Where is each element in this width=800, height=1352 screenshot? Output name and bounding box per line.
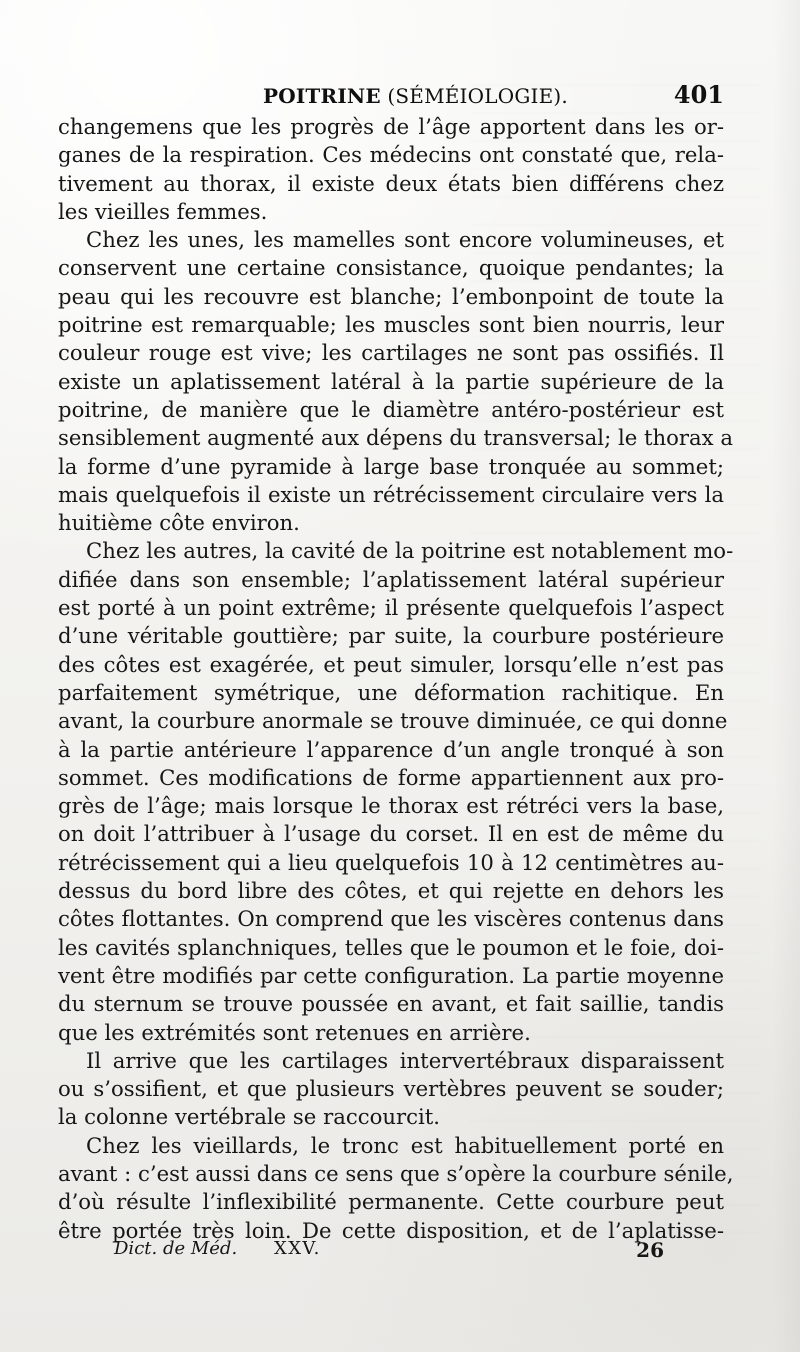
- page-footer: [114, 1238, 664, 1268]
- text-line: Chez les unes, les mamelles sont encore volumineuses, et: [86, 227, 724, 253]
- paragraph-1: [58, 113, 724, 226]
- text-line: d’où résulte l’inflexibilité permanente. Cette courbure peut: [58, 1189, 724, 1215]
- text-line: des côtes est exagérée, et peut simuler, lorsqu’elle n’est pas: [58, 651, 724, 677]
- text-line: que les extrémités sont retenues en arrière.: [58, 1019, 531, 1045]
- text-line: être portée très loin. De cette disposition, et de l’aplatisse-: [58, 1217, 724, 1243]
- text-line: vent être modifiés par cette configuration. La partie moyenne: [58, 962, 724, 988]
- text-line: les vieilles femmes.: [58, 198, 268, 224]
- title-sub: (SÉMÉIOLOGIE).: [387, 84, 568, 108]
- text-line: sommet. Ces modifications de forme appartiennent aux pro-: [58, 764, 724, 790]
- text-line: sensiblement augmenté aux dépens du transversal; le thorax a: [58, 425, 733, 451]
- body-text: [58, 113, 734, 1243]
- text-line: est porté à un point extrême; il présente quelquefois l’aspect: [58, 595, 724, 621]
- running-title: [263, 84, 568, 108]
- text-line: poitrine, de manière que le diamètre antéro-postérieur est: [58, 396, 724, 422]
- text-line: existe un aplatissement latéral à la partie supérieure de la: [58, 368, 724, 394]
- paragraph-3: [58, 537, 734, 1046]
- text-line: conservent une certaine consistance, quoique pendantes; la: [58, 255, 724, 281]
- page-edge-shadow: [772, 0, 800, 1352]
- paragraph-2: [58, 226, 733, 537]
- text-line: Chez les autres, la cavité de la poitrine est notablement mo-: [86, 538, 734, 564]
- text-line: mais quelquefois il existe un rétrécissement circulaire vers la: [58, 481, 724, 507]
- text-line: à la partie antérieure l’apparence d’un angle tronqué à son: [58, 736, 724, 762]
- title-main: POITRINE: [263, 84, 381, 108]
- text-line: la forme d’une pyramide à large base tronquée au sommet;: [58, 453, 724, 479]
- footer-volume: XXV.: [274, 1238, 321, 1259]
- text-line: changemens que les progrès de l’âge apportent dans les or-: [58, 114, 724, 139]
- text-line: Chez les vieillards, le tronc est habituellement porté en: [86, 1132, 724, 1158]
- paragraph-4: [58, 1047, 724, 1132]
- text-line: du sternum se trouve poussée en avant, et fait saillie, tandis: [58, 991, 724, 1017]
- text-line: côtes flottantes. On comprend que les viscères contenus dans: [58, 906, 724, 932]
- text-line: grès de l’âge; mais lorsque le thorax est rétréci vers la base,: [58, 793, 724, 819]
- running-header: [58, 80, 724, 112]
- text-line: on doit l’attribuer à l’usage du corset. Il en est de même du: [58, 821, 724, 847]
- paragraph-5: [58, 1132, 734, 1245]
- text-line: huitième côte environ.: [58, 510, 300, 536]
- text-line: la colonne vertébrale se raccourcit.: [58, 1104, 440, 1130]
- text-line: parfaitement symétrique, une déformation rachitique. En: [58, 679, 724, 705]
- text-line: ou s’ossifient, et que plusieurs vertèbres peuvent se souder;: [58, 1076, 724, 1102]
- page-number: 401: [673, 80, 724, 109]
- footer-sheet-number: 26: [636, 1238, 664, 1262]
- text-line: rétrécissement qui a lieu quelquefois 10 à 12 centimètres au-: [58, 849, 724, 875]
- text-line: d’une véritable gouttière; par suite, la courbure postérieure: [58, 623, 724, 649]
- text-line: les cavités splanchniques, telles que le poumon et le foie, doi-: [58, 934, 724, 960]
- text-line: Il arrive que les cartilages intervertébraux disparaissent: [86, 1047, 724, 1073]
- text-line: dessus du bord libre des côtes, et qui rejette en dehors les: [58, 878, 724, 904]
- text-line: peau qui les recouvre est blanche; l’embonpoint de toute la: [58, 283, 724, 309]
- text-line: difiée dans son ensemble; l’aplatissement latéral supérieur: [58, 566, 724, 592]
- text-line: poitrine est remarquable; les muscles sont bien nourris, leur: [58, 312, 724, 338]
- text-line: avant, la courbure anormale se trouve diminuée, ce qui donne: [58, 708, 728, 734]
- text-line: couleur rouge est vive; les cartilages ne sont pas ossifiés. Il: [58, 340, 724, 366]
- footer-signature: Dict. de Méd.: [114, 1238, 238, 1259]
- text-line: ganes de la respiration. Ces médecins ont constaté que, rela-: [58, 142, 724, 168]
- text-line: tivement au thorax, il existe deux états bien différens chez: [58, 170, 724, 196]
- text-line: avant : c’est aussi dans ce sens que s’opère la courbure sénile,: [58, 1160, 734, 1186]
